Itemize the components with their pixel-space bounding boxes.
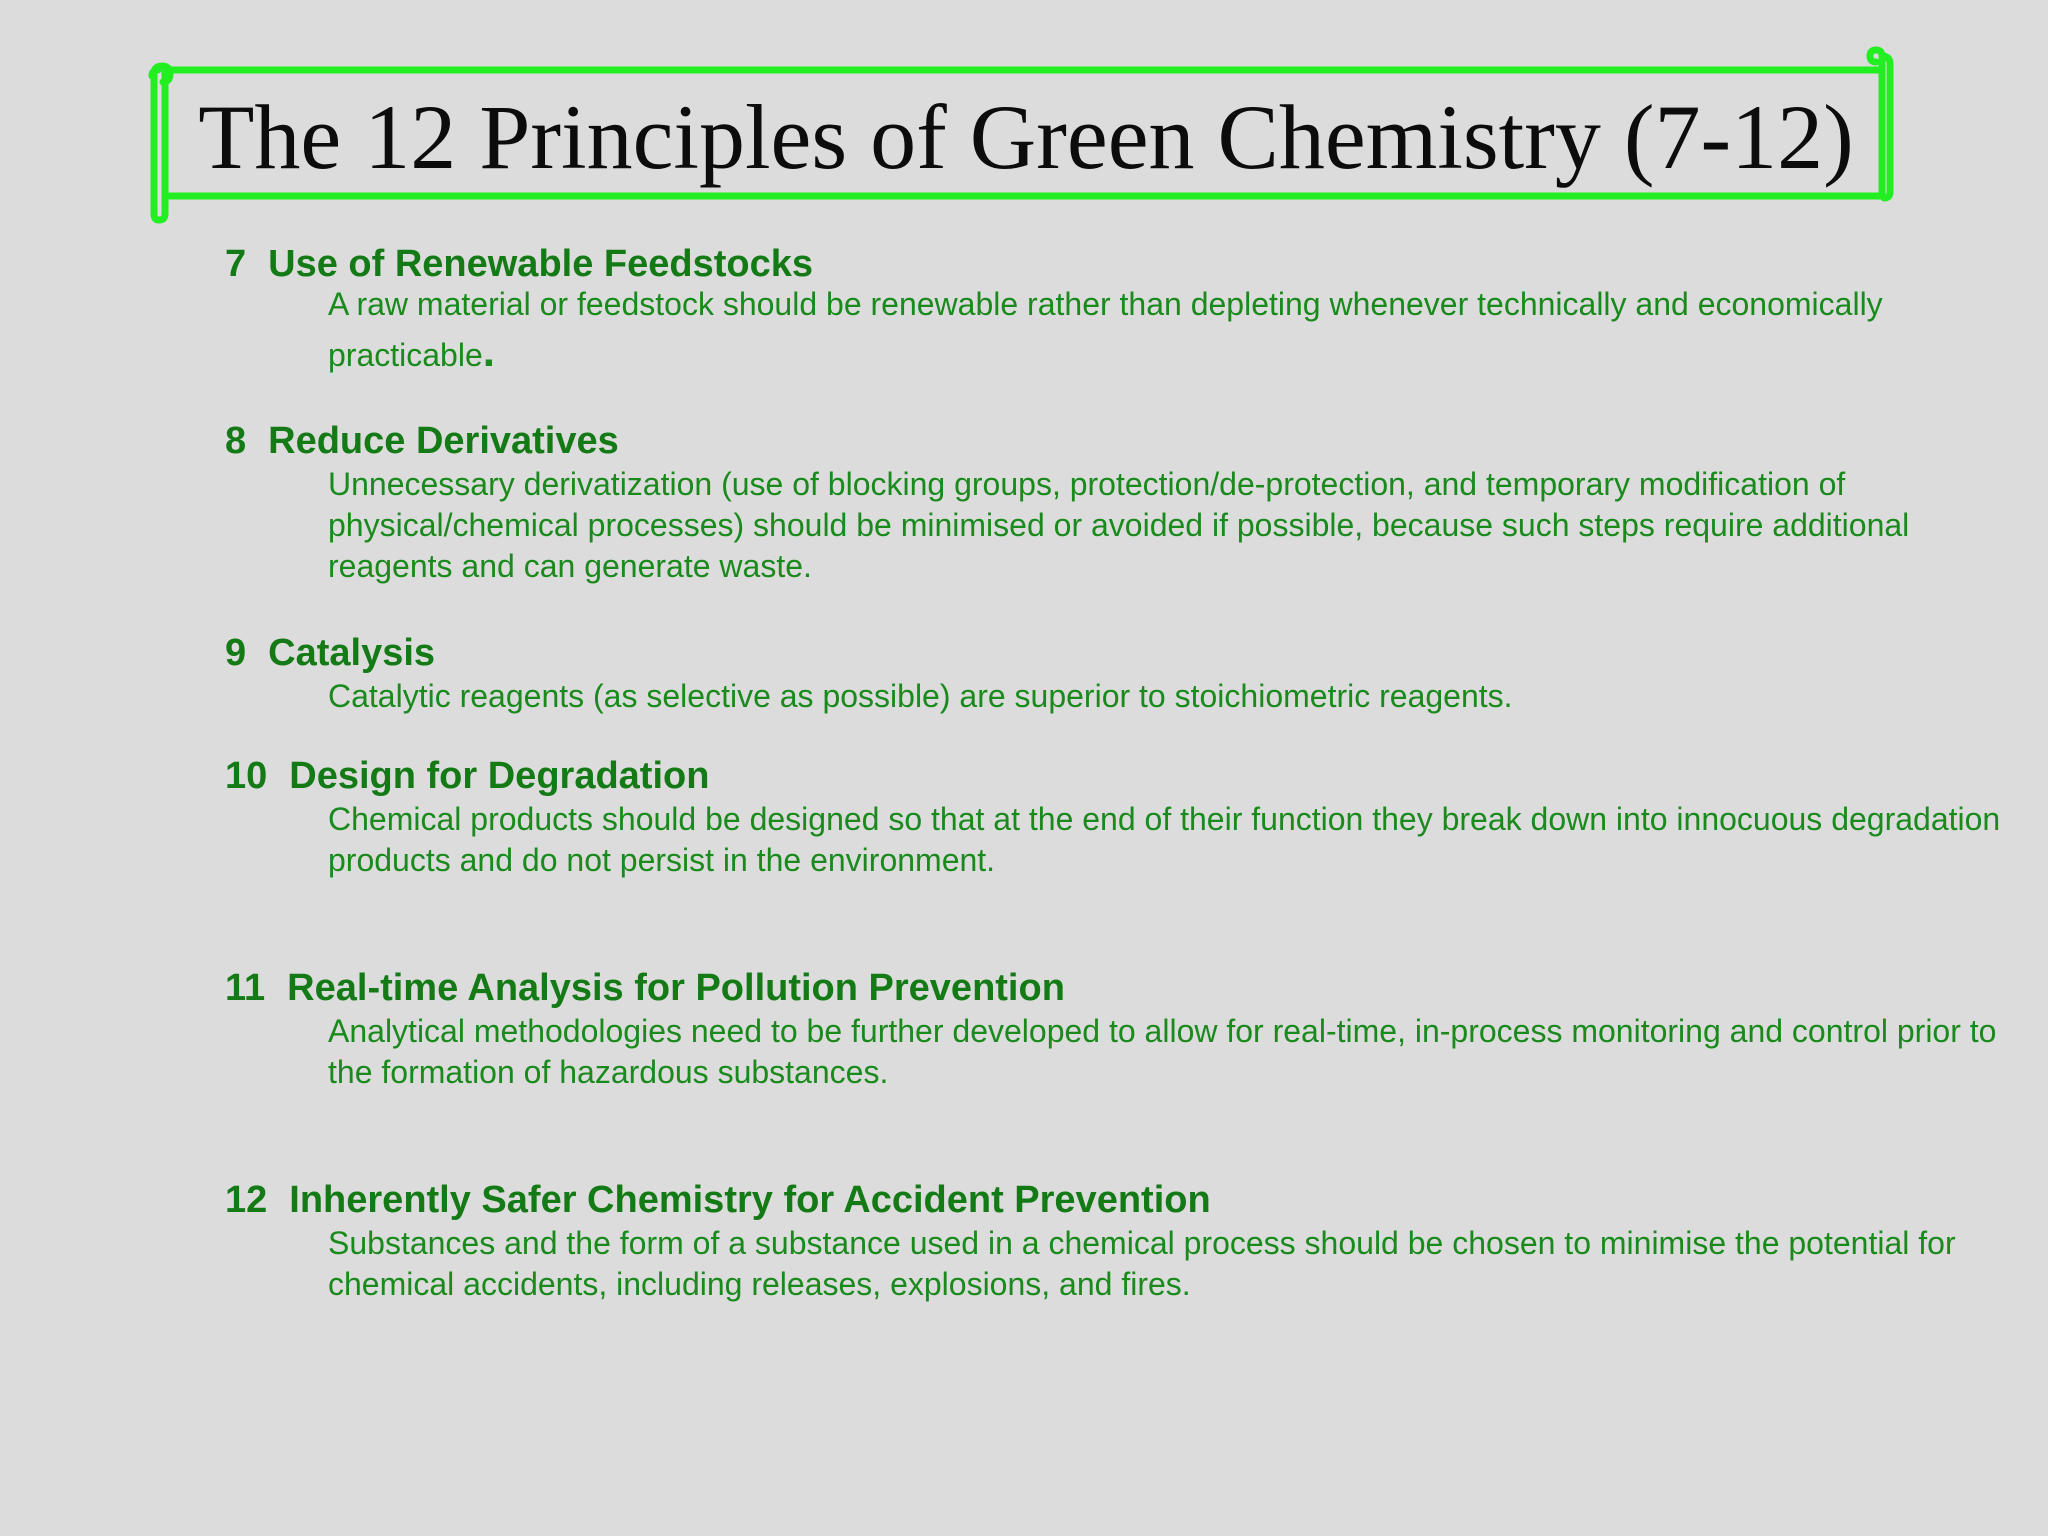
principle-description <box>328 281 2028 379</box>
principle-number: 9 <box>225 632 247 674</box>
principle-8 <box>225 418 2005 587</box>
principle-title: Catalysis <box>268 632 436 674</box>
principle-description-period: . <box>482 327 495 376</box>
principle-number: 8 <box>225 420 247 462</box>
principle-7 <box>225 241 2005 379</box>
principle-11 <box>225 965 2005 1093</box>
principle-heading <box>225 418 2005 464</box>
page-title: The 12 Principles of Green Chemistry (7-12) <box>198 86 1854 188</box>
principle-10 <box>225 753 2005 881</box>
principle-description-text: A raw material or feedstock should be renewable rather than depleting whenever technically and economically practicable <box>328 286 1883 373</box>
principle-number: 11 <box>225 967 266 1009</box>
principle-description: Analytical methodologies need to be further developed to allow for real-time, in-process monitoring and control prior to the formation of hazardous substances. <box>328 1013 1997 1090</box>
principle-description: Chemical products should be designed so that at the end of their function they break down into innocuous degradation products and do not persist in the environment. <box>328 801 2001 878</box>
principle-heading <box>225 1177 2005 1223</box>
principle-description: Unnecessary derivatization (use of blocking groups, protection/de-protection, and temporary modification of physical/chemical processes) should be minimised or avoided if possible, because such steps require additional reagents and can generate waste. <box>328 466 1910 584</box>
principle-heading <box>225 630 2005 676</box>
principle-title: Use of Renewable Feedstocks <box>268 243 813 285</box>
principle-12 <box>225 1177 2005 1305</box>
principle-9 <box>225 630 2005 717</box>
principle-title: Inherently Safer Chemistry for Accident Prevention <box>289 1179 1211 1221</box>
principle-title: Reduce Derivatives <box>268 420 619 462</box>
principle-description: Catalytic reagents (as selective as possible) are superior to stoichiometric reagents. <box>328 678 1513 714</box>
principle-title: Real-time Analysis for Pollution Prevention <box>287 967 1065 1009</box>
principle-title: Design for Degradation <box>289 755 710 797</box>
principle-number: 12 <box>225 1179 268 1221</box>
principle-heading <box>225 965 2005 1011</box>
principle-number: 7 <box>225 243 247 285</box>
principle-description: Substances and the form of a substance used in a chemical process should be chosen to minimise the potential for chemical accidents, including releases, explosions, and fires. <box>328 1225 1956 1302</box>
principle-number: 10 <box>225 755 268 797</box>
principle-heading <box>225 753 2005 799</box>
